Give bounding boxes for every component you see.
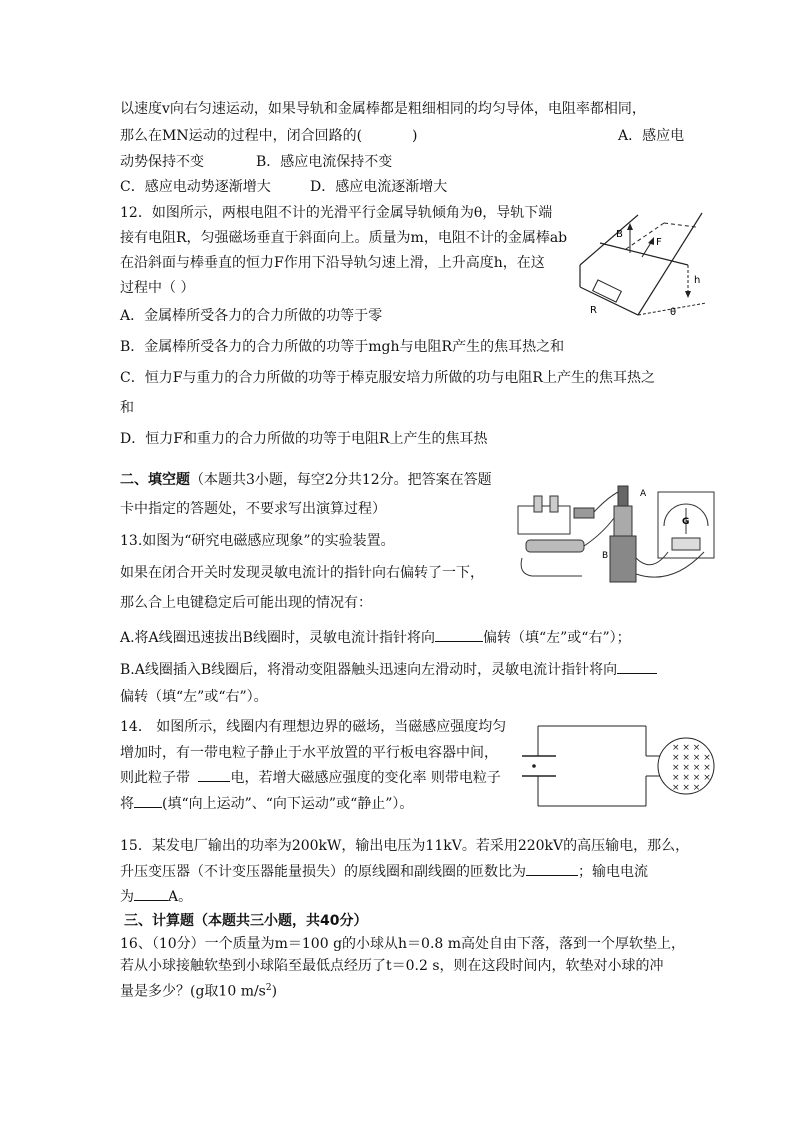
q13-blank-b[interactable] <box>617 659 657 674</box>
svg-text:× × ×: × × × <box>672 743 701 753</box>
q13-battery <box>518 506 570 534</box>
svg-text:× × × ×: × × × × <box>672 763 711 773</box>
q15-line3 <box>120 886 192 907</box>
q14-line3-end: 电，若增大磁感应强度的变化率 则带电粒子 <box>230 770 501 786</box>
q14-line4 <box>120 793 413 814</box>
q13-line-b-text: B.A线圈插入B线圈后，将滑动变阻器触头迅速向左滑动时，灵敏电流计指针将向 <box>120 662 618 678</box>
q12-option-c-line2: 和 <box>120 400 134 416</box>
q14-blank-charge[interactable] <box>198 767 230 782</box>
q11-line2-text: 那么在MN运动的过程中，闭合回路的( <box>120 128 363 144</box>
q12-option-a: A．金属棒所受各力的合力所做的功等于零 <box>120 308 383 324</box>
q16-line1: 16、（10分）一个质量为m＝100 g的小球从h＝0.8 m高处自由下落，落到一个厚软垫上， <box>120 936 686 952</box>
q13-label-g: G <box>682 517 690 527</box>
q11-option-c: C．感应电动势逐渐增大 <box>120 179 271 195</box>
q13-line-a-end: 偏转（填“左”或“右”）； <box>482 630 631 646</box>
q12-line4: 过程中（ ） <box>120 280 195 296</box>
section2-desc2: 卡中指定的答题处，不要求写出演算过程） <box>120 501 386 517</box>
q12-label-r: R <box>590 305 597 316</box>
q11-line1: 以速度v向右匀速运动，如果导轨和金属棒都是粗细相同的均匀导体，电阻率都相同， <box>120 101 646 117</box>
q14-line2: 增加时，有一带电粒子静止于水平放置的平行板电容器中间， <box>120 745 498 761</box>
q11-line2 <box>120 126 418 146</box>
q11-option-a-part1: A．感应电 <box>618 128 685 144</box>
q14-particle <box>532 764 536 768</box>
section2-line1 <box>120 470 492 490</box>
q16-line3-text: 量是多少？(g取10 m/s <box>120 983 266 1000</box>
section2-desc1: （本题共3小题，每空2分共12分。把答案在答题 <box>190 472 492 488</box>
q16-line2: 若从小球接触软垫到小球陷至最低点经历了t＝0.2 s，则在这段时间内，软垫对小球的冲 <box>120 958 664 974</box>
q12-label-b: B <box>616 229 623 240</box>
q16-line3-end: ) <box>271 983 278 1000</box>
q15-line3-text: 为 <box>120 889 134 905</box>
q13-switch <box>574 508 594 518</box>
q15-line1: 15．某发电厂输出的功率为200kW，输出电压为11kV。若采用220kV的高压输电，那么， <box>120 838 690 854</box>
q14-line3 <box>120 767 501 788</box>
q12-incline-figure <box>570 205 710 325</box>
q13-line-a <box>120 627 631 648</box>
q12-line1: 12．如图所示，两根电阻不计的光滑平行金属导轨倾角为θ，导轨下端 <box>120 205 553 221</box>
q12-line3: 在沿斜面与棒垂直的恒力F作用下沿导轨匀速上滑，上升高度h，在这 <box>120 255 545 271</box>
q15-line2-end: ；输电电流 <box>578 864 648 880</box>
q16-superscript: 2 <box>265 983 272 993</box>
q13-line3: 那么合上电键稳定后可能出现的情况有： <box>120 595 372 611</box>
q12-resistor <box>593 280 622 302</box>
q14-line4-end: (填“向上运动”、“向下运动”或“静止”）。 <box>162 796 414 812</box>
q13-line1: 13.如图为“研究电磁感应现象”的实验装置。 <box>120 533 395 549</box>
q15-line3-end: A。 <box>168 889 193 905</box>
q11-paren-close: ) <box>412 128 418 144</box>
q11-option-a-part2: 动势保持不变 <box>120 154 204 170</box>
q12-label-theta: θ <box>670 307 677 318</box>
q14-blank-motion[interactable] <box>134 793 162 808</box>
q12-option-c-line1: C．恒力F与重力的合力所做的功等于棒克服安培力所做的功与电阻R上产生的焦耳热之 <box>120 370 655 386</box>
q13-line2: 如果在闭合开关时发现灵敏电流计的指针向右偏转了一下， <box>120 565 484 581</box>
q13-line-b <box>120 659 657 680</box>
q16-line3 <box>120 978 277 1002</box>
q14-circuit-figure <box>520 722 720 810</box>
q15-blank-current[interactable] <box>134 886 168 901</box>
q11-option-d: D．感应电流逐渐增大 <box>310 179 448 195</box>
svg-text:× × ×: × × × <box>672 783 701 793</box>
q12-rail-left <box>580 215 638 265</box>
q15-line2 <box>120 861 648 882</box>
q13-line-b2: 偏转（填“左”或“右”）。 <box>120 689 268 705</box>
svg-text:× × × ×: × × × × <box>672 753 711 763</box>
q14-line4-text: 将 <box>120 796 134 812</box>
q13-coil-b <box>610 536 636 582</box>
q15-line2-text: 升压变压器（不计变压器能量损失）的原线圈和副线圈的匝数比为 <box>120 864 526 880</box>
q14-line1: 14． 如图所示，线圈内有理想边界的磁场，当磁感应强度均匀 <box>120 719 507 735</box>
q13-blank-a[interactable] <box>435 627 483 642</box>
q12-option-b: B．金属棒所受各力的合力所做的功等于mgh与电阻R产生的焦耳热之和 <box>120 339 565 355</box>
section2-title: 二、填空题 <box>120 472 190 488</box>
q13-label-a: A <box>640 489 647 499</box>
section3-title: 三、计算题（本题共三小题，共40分） <box>124 913 368 929</box>
q15-blank-ratio[interactable] <box>526 861 578 876</box>
q13-line-a-text: A.将A线圈迅速拔出B线圈时，灵敏电流计指针将向 <box>120 630 435 646</box>
svg-text:× × × ×: × × × × <box>672 773 711 783</box>
q12-label-h: h <box>694 275 701 286</box>
q13-apparatus-figure <box>512 478 718 588</box>
q12-line2: 接有电阻R，匀强磁场垂直于斜面向上。质量为m，电阻不计的金属棒ab <box>120 230 568 246</box>
q12-rail-right <box>638 213 702 315</box>
q12-option-d: D．恒力F和重力的合力所做的功等于电阻R上产生的焦耳热 <box>120 431 488 447</box>
q12-label-f: F <box>656 237 662 248</box>
q14-line3-text: 则此粒子带 <box>120 770 190 786</box>
q13-label-b: B <box>602 551 609 561</box>
q11-option-b: B．感应电流保持不变 <box>256 154 393 170</box>
q13-rheostat <box>526 540 584 552</box>
